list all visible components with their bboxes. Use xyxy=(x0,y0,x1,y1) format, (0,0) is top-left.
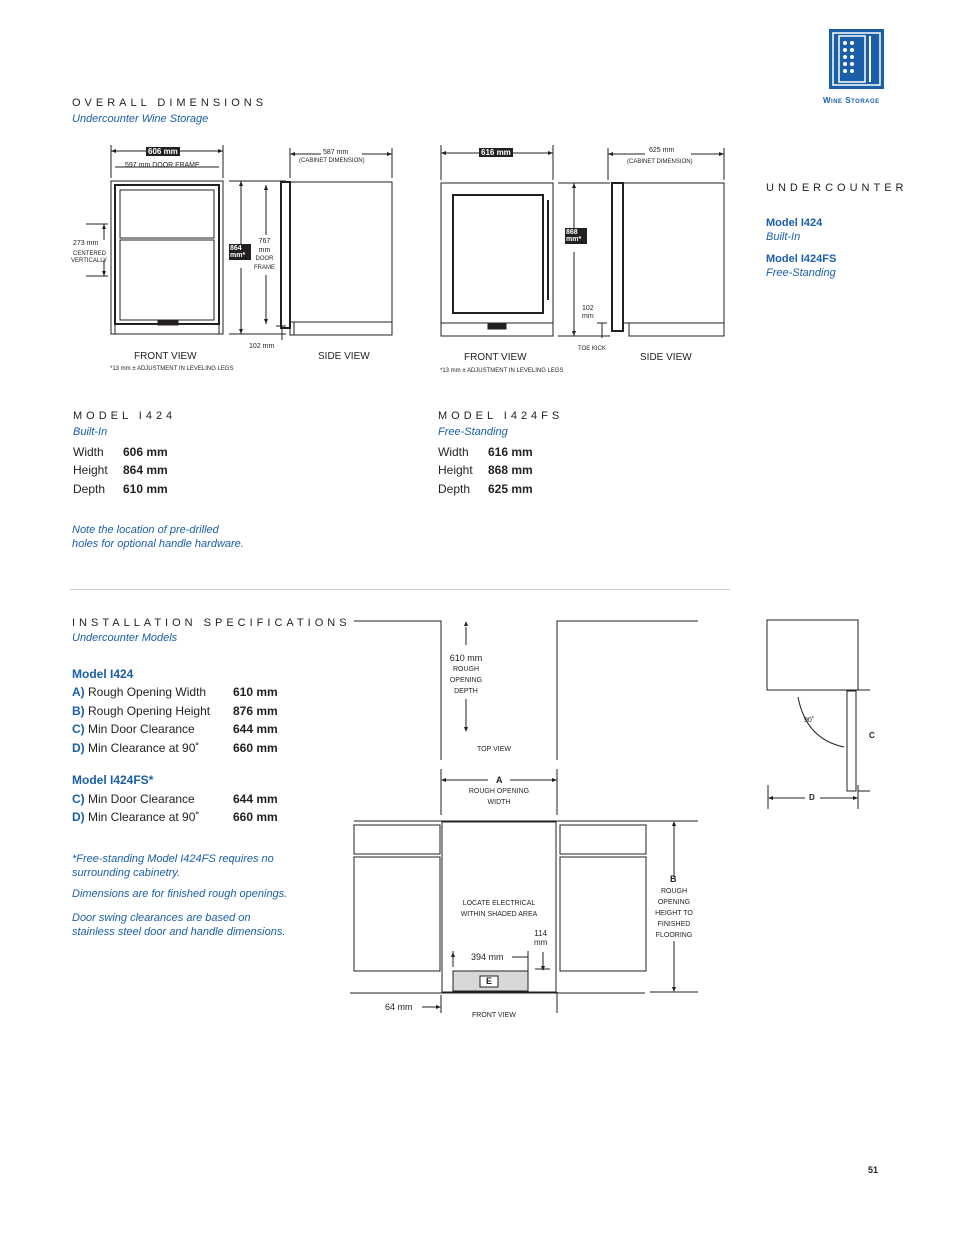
model-i424fs-depth: Depth 625 mm xyxy=(438,482,533,496)
i424fs-cabinet-dim: 625 mm xyxy=(649,147,675,154)
install-row-c2: C) Min Door Clearance 644 mm xyxy=(72,792,278,806)
install-note-1: *Free-standing Model I424FS requires no surrounding cabinetry. xyxy=(72,853,274,879)
installation-subheading: Undercounter Models xyxy=(72,632,178,644)
installation-heading: INSTALLATION SPECIFICATIONS xyxy=(72,617,351,629)
section-divider xyxy=(70,589,730,590)
i424fs-dimension-diagram xyxy=(435,140,735,380)
handle-note: Note the location of pre-drilled holes for optional handle hardware. xyxy=(72,524,244,550)
model-i424fs-width: Width 616 mm xyxy=(438,445,533,459)
overall-heading: OVERALL DIMENSIONS xyxy=(72,97,268,109)
a-letter: A xyxy=(496,775,503,785)
i424-side-cabinet xyxy=(290,182,392,335)
a-rough-opening-width: ROUGH OPENING WIDTH xyxy=(468,788,530,806)
model-i424-height: Height 864 mm xyxy=(73,463,168,477)
i424-door-frame-dim: 597 mm DOOR FRAME xyxy=(125,162,200,169)
model-i424fs-height: Height 868 mm xyxy=(438,463,533,477)
install-row-c: C) Min Door Clearance 644 mm xyxy=(72,722,278,736)
model-i424-type: Built-In xyxy=(73,426,108,438)
i424-767-dim: 767 mm DOOR FRAME xyxy=(254,238,275,271)
front-view-label: FRONT VIEW xyxy=(472,1012,516,1019)
logo-caption: Wine Storage xyxy=(823,96,880,105)
dim-64: 64 mm xyxy=(385,1002,413,1012)
b-letter: B xyxy=(670,874,677,884)
i424-cabinet-dim-note: (CABINET DIMENSION) xyxy=(299,158,365,164)
undercounter-model-2: Model I424FS xyxy=(766,253,837,265)
depth-610-dim: 610 mm ROUGH OPENING DEPTH xyxy=(449,653,483,695)
model-i424-depth: Depth 610 mm xyxy=(73,482,168,496)
model-i424-width: Width 606 mm xyxy=(73,445,168,459)
i424-front-view-label: FRONT VIEW xyxy=(134,351,197,362)
i424-dimension-diagram xyxy=(66,140,406,380)
i424fs-cabinet-dim-note: (CABINET DIMENSION) xyxy=(627,159,693,165)
page-number: 51 xyxy=(868,1165,879,1175)
model-i424fs-heading: MODEL I424FS xyxy=(438,410,564,422)
i424-273-note2: VERTICALLY xyxy=(71,258,108,264)
wine-rack-icon xyxy=(829,29,884,89)
i424fs-front-view-label: FRONT VIEW xyxy=(464,352,527,363)
i424fs-102-dim: 102 mm xyxy=(582,305,594,320)
top-view-label: TOP VIEW xyxy=(477,746,511,753)
install-note-2: Dimensions are for finished rough openings. xyxy=(72,888,288,900)
c-letter: C xyxy=(869,731,875,740)
b-rough-opening-height: ROUGH OPENING HEIGHT TO FINISHED FLOORING xyxy=(655,888,693,939)
undercounter-model-1: Model I424 xyxy=(766,217,823,229)
i424fs-toe-kick: TOE KICK xyxy=(578,346,606,352)
i424-width-box: 606 mm xyxy=(148,147,178,156)
install-note-3: Door swing clearances are based on stainless steel door and handle dimensions. xyxy=(72,912,286,938)
locate-electrical-note: LOCATE ELECTRICAL WITHIN SHADED AREA xyxy=(460,900,538,918)
overall-subheading: Undercounter Wine Storage xyxy=(72,113,209,125)
model-i424fs-type: Free-Standing xyxy=(438,426,508,438)
install-row-a: A) Rough Opening Width 610 mm xyxy=(72,685,278,699)
model-i424-heading: MODEL I424 xyxy=(73,410,177,422)
e-letter: E xyxy=(486,976,493,986)
install-model1-name: Model I424 xyxy=(72,667,134,681)
i424-102-dim: 102 mm xyxy=(249,343,275,350)
install-row-b: B) Rough Opening Height 876 mm xyxy=(72,704,278,718)
door-swing-cabinet xyxy=(767,620,858,690)
undercounter-model-2-type: Free-Standing xyxy=(766,267,836,279)
i424-footnote: *13 mm ± ADJUSTMENT IN LEVELING LEGS xyxy=(110,366,234,372)
dim-114: 114 mm xyxy=(534,929,548,947)
install-model2-name: Model I424FS* xyxy=(72,773,154,787)
install-row-d2: D) Min Clearance at 90˚ 660 mm xyxy=(72,810,278,824)
i424fs-side-cabinet xyxy=(623,183,724,323)
angle-90: 90˚ xyxy=(804,717,815,724)
i424-273-note1: CENTERED xyxy=(73,251,107,257)
d-letter: D xyxy=(809,793,815,802)
dim-394: 394 mm xyxy=(471,952,504,962)
install-row-d: D) Min Clearance at 90˚ 660 mm xyxy=(72,741,278,755)
i424-cabinet-dim: 587 mm xyxy=(323,149,349,156)
i424fs-footnote: *13 mm ± ADJUSTMENT IN LEVELING LEGS xyxy=(440,368,564,374)
undercounter-model-1-type: Built-In xyxy=(766,231,801,243)
installation-diagram xyxy=(350,615,870,1025)
i424-height-box: 864 mm* xyxy=(229,244,251,260)
i424-273-dim: 273 mm xyxy=(73,240,99,247)
wine-storage-logo xyxy=(829,29,884,89)
i424fs-height-box: 868 mm* xyxy=(565,228,587,244)
i424fs-side-view-label: SIDE VIEW xyxy=(640,352,692,363)
i424fs-width-box: 616 mm xyxy=(481,148,511,157)
i424-side-view-label: SIDE VIEW xyxy=(318,351,370,362)
i424-front-cabinet xyxy=(111,181,223,334)
undercounter-heading: UNDERCOUNTER xyxy=(766,182,908,194)
